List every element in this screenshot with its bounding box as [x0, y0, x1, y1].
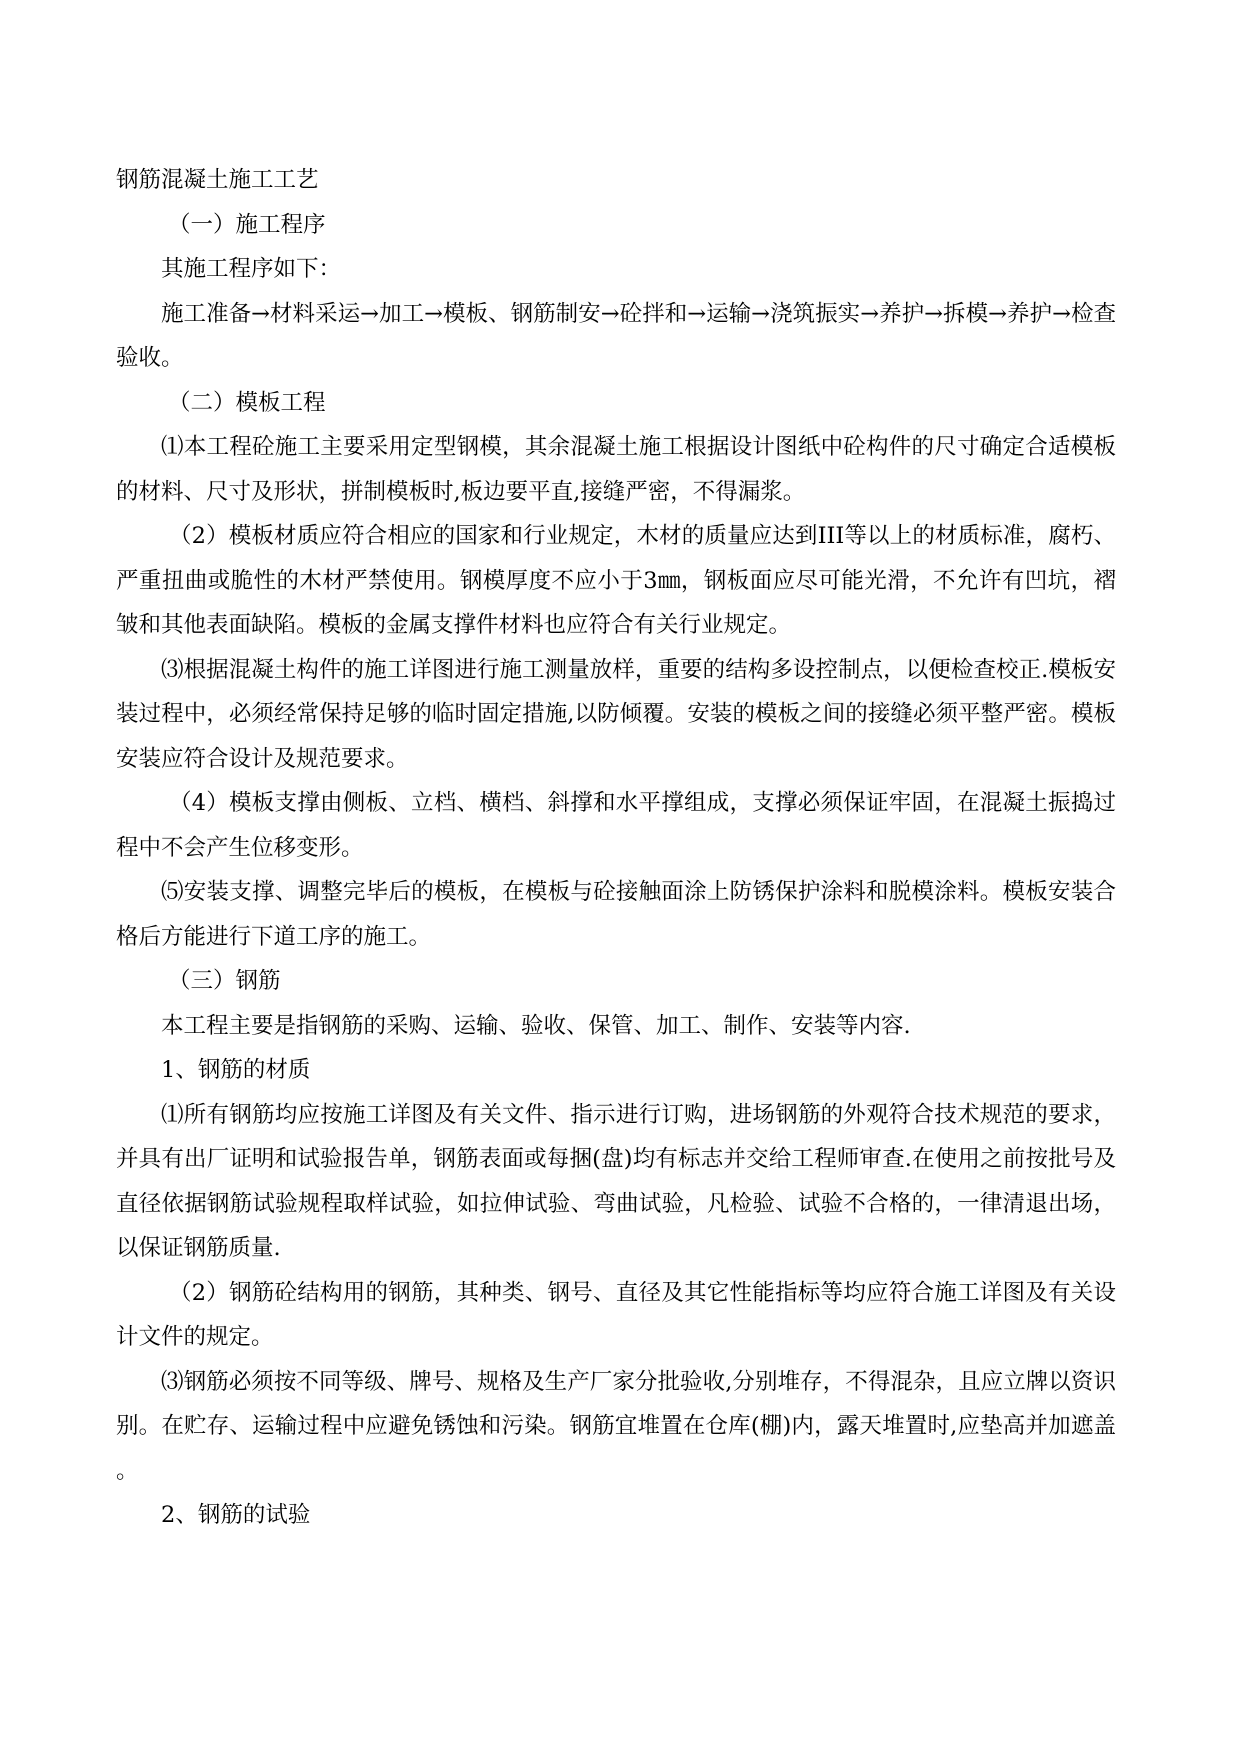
- paragraph-p16: 2、钢筋的试验: [161, 1502, 311, 1528]
- paragraph-p8: （4）模板支撑由侧板、立档、横档、斜撑和水平撑组成，支撑必须保证牢固，在混凝土振捣过程中不会产生位移变形。: [116, 790, 1116, 861]
- paragraph-p13: ⑴所有钢筋均应按施工详图及有关文件、指示进行订购，进场钢筋的外观符合技术规范的要求，并具有出厂证明和试验报告单，钢筋表面或每捆(盘)均有标志并交给工程师审查.在使用之前按批号及直径依据钢筋试验规程取样试验，如拉伸试验、弯曲试验，凡检验、试验不合格的，一律清退出场，以保证钢筋质量.: [116, 1101, 1116, 1261]
- paragraph-p15: ⑶钢筋必须按不同等级、牌号、规格及生产厂家分批验收,分别堆存，不得混杂，且应立牌以资识别。在贮存、运输过程中应避免锈蚀和污染。钢筋宜堆置在仓库(棚)内，露天堆置时,应垫高并加遮盖。: [116, 1368, 1116, 1484]
- paragraph-p14: （2）钢筋砼结构用的钢筋，其种类、钢号、直径及其它性能指标等均应符合施工详图及有关设计文件的规定。: [116, 1279, 1116, 1350]
- paragraph-p1: （一）施工程序: [168, 211, 326, 238]
- paragraph-list: [116, 203, 1116, 1538]
- paragraph-p5: ⑴本工程砼施工主要采用定型钢模，其余混凝土施工根据设计图纸中砼构件的尺寸确定合适模板的材料、尺寸及形状，拼制模板时,板边要平直,接缝严密，不得漏浆。: [116, 434, 1116, 505]
- paragraph-p12: 1、钢筋的材质: [161, 1057, 311, 1083]
- paragraph-p11: 本工程主要是指钢筋的采购、运输、验收、保管、加工、制作、安装等内容.: [161, 1012, 911, 1039]
- paragraph-p2: 其施工程序如下：: [161, 256, 342, 282]
- document-body: [116, 158, 1116, 1538]
- paragraph-p6: （2）模板材质应符合相应的国家和行业规定，木材的质量应达到III等以上的材质标准，腐朽、严重扭曲或脆性的木材严禁使用。钢模厚度不应小于3㎜，钢板面应尽可能光滑，不允许有凹坑，褶皱和其他表面缺陷。模板的金属支撑件材料也应符合有关行业规定。: [116, 523, 1116, 638]
- paragraph-p10: （三）钢筋: [168, 968, 281, 994]
- paragraph-p4: （二）模板工程: [168, 389, 326, 416]
- document-title: 钢筋混凝土施工工艺: [116, 167, 319, 193]
- paragraph-p3: 施工准备→材料采运→加工→模板、钢筋制安→砼拌和→运输→浇筑振实→养护→拆模→养护→检查验收。: [116, 300, 1116, 371]
- paragraph-p7: ⑶根据混凝土构件的施工详图进行施工测量放样，重要的结构多设控制点，以便检查校正.模板安装过程中，必须经常保持足够的临时固定措施,以防倾覆。安装的模板之间的接缝必须平整严密。模板安装应符合设计及规范要求。: [116, 656, 1116, 772]
- paragraph-p9: ⑸安装支撑、调整完毕后的模板，在模板与砼接触面涂上防锈保护涂料和脱模涂料。模板安装合格后方能进行下道工序的施工。: [116, 879, 1116, 950]
